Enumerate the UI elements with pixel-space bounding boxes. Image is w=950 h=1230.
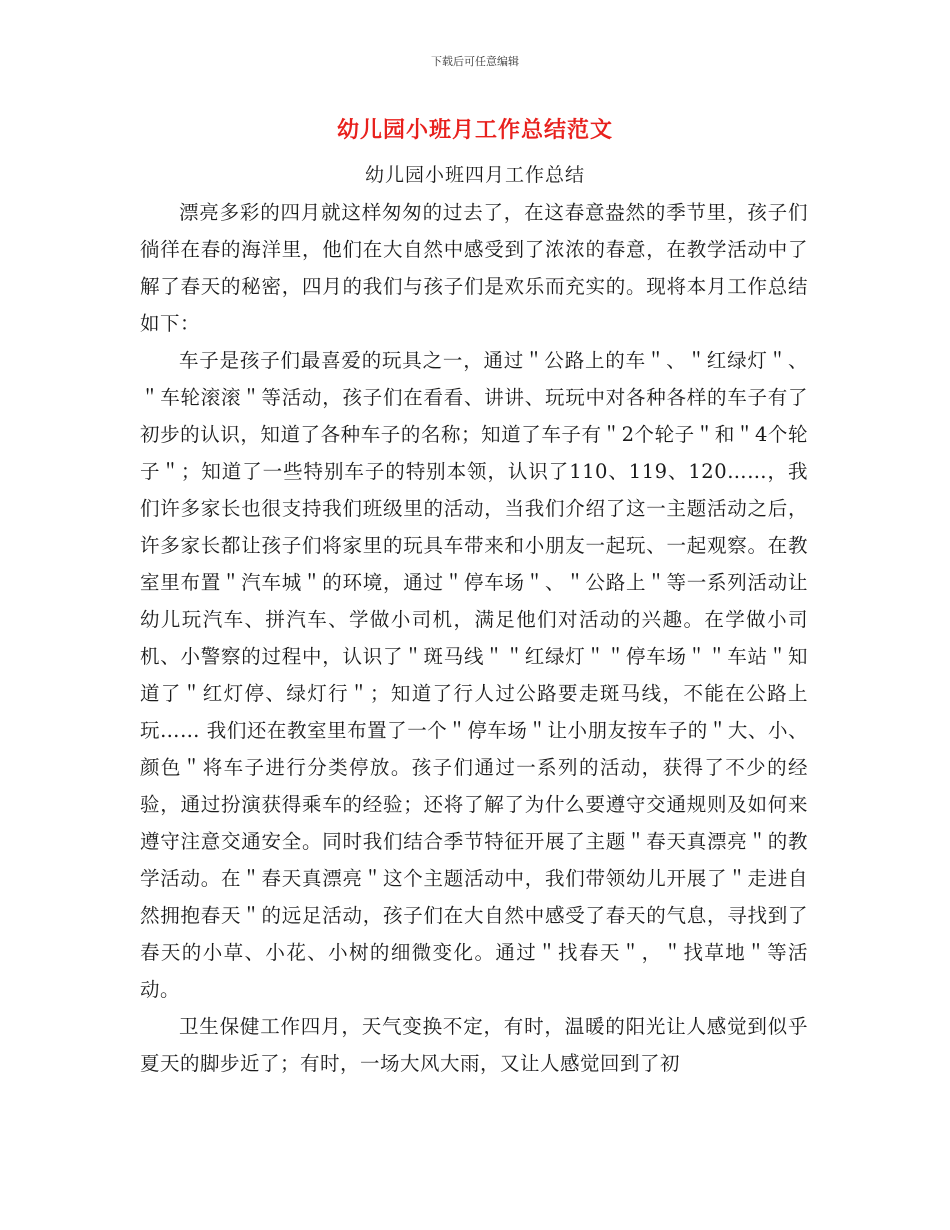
document-title: 幼儿园小班月工作总结范文 (336, 117, 613, 143)
header-note: 下载后可任意编辑 (431, 55, 519, 68)
document-subtitle: 幼儿园小班四月工作总结 (364, 164, 585, 186)
paragraph-vehicles: 车子是孩子们最喜爱的玩具之一，通过＂公路上的车＂、＂红绿灯＂、＂车轮滚滚＂等活动，孩子们在看看、讲讲、玩玩中对各种各样的车子有了初步的认识，知道了各种车子的名称；知道了车子有＂2个轮子＂和＂4个轮子＂；知道了一些特别车子的特别本领，认识了110、119、120……，我们许多家长也很支持我们班级里的活动，当我们介绍了这一主题活动之后，许多家长都让孩子们将家里的玩具车带来和小朋友一起玩、一起观察。在教室里布置＂汽车城＂的环境，通过＂停车场＂、＂公路上＂等一系列活动让幼儿玩汽车、拼汽车、学做小司机，满足他们对活动的兴趣。在学做小司机、小警察的过程中，认识了＂斑马线＂＂红绿灯＂＂停车场＂＂车站＂知道了＂红灯停、绿灯行＂；知道了行人过公路要走斑马线，不能在公路上玩…… 我们还在教室里布置了一个＂停车场＂让小朋友按车子的＂大、小、颜色＂将车子进行分类停放。孩子们通过一系列的活动，获得了不少的经验，通过扮演获得乘车的经验；还将了解了为什么要遵守交通规则及如何来遵守注意交通安全。同时我们结合季节特征开展了主题＂春天真漂亮＂的教学活动。在＂春天真漂亮＂这个主题活动中，我们带领幼儿开展了＂走进自然拥抱春天＂的远足活动，孩子们在大自然中感受了春天的气息，寻找到了春天的小草、小花、小树的细微变化。通过＂找春天＂，＂找草地＂等活动。 (140, 349, 808, 1001)
paragraph-intro: 漂亮多彩的四月就这样匆匆的过去了，在这春意盎然的季节里，孩子们徜徉在春的海洋里，他们在大自然中感受到了浓浓的春意，在教学活动中了解了春天的秘密，四月的我们与孩子们是欢乐而充实的。现将本月工作总结如下： (140, 201, 808, 335)
document-body (140, 194, 808, 1082)
paragraph-health: 卫生保健工作四月，天气变换不定，有时，温暖的阳光让人感觉到似乎夏天的脚步近了；有时，一场大风大雨，又让人感觉回到了初 (140, 1015, 808, 1075)
